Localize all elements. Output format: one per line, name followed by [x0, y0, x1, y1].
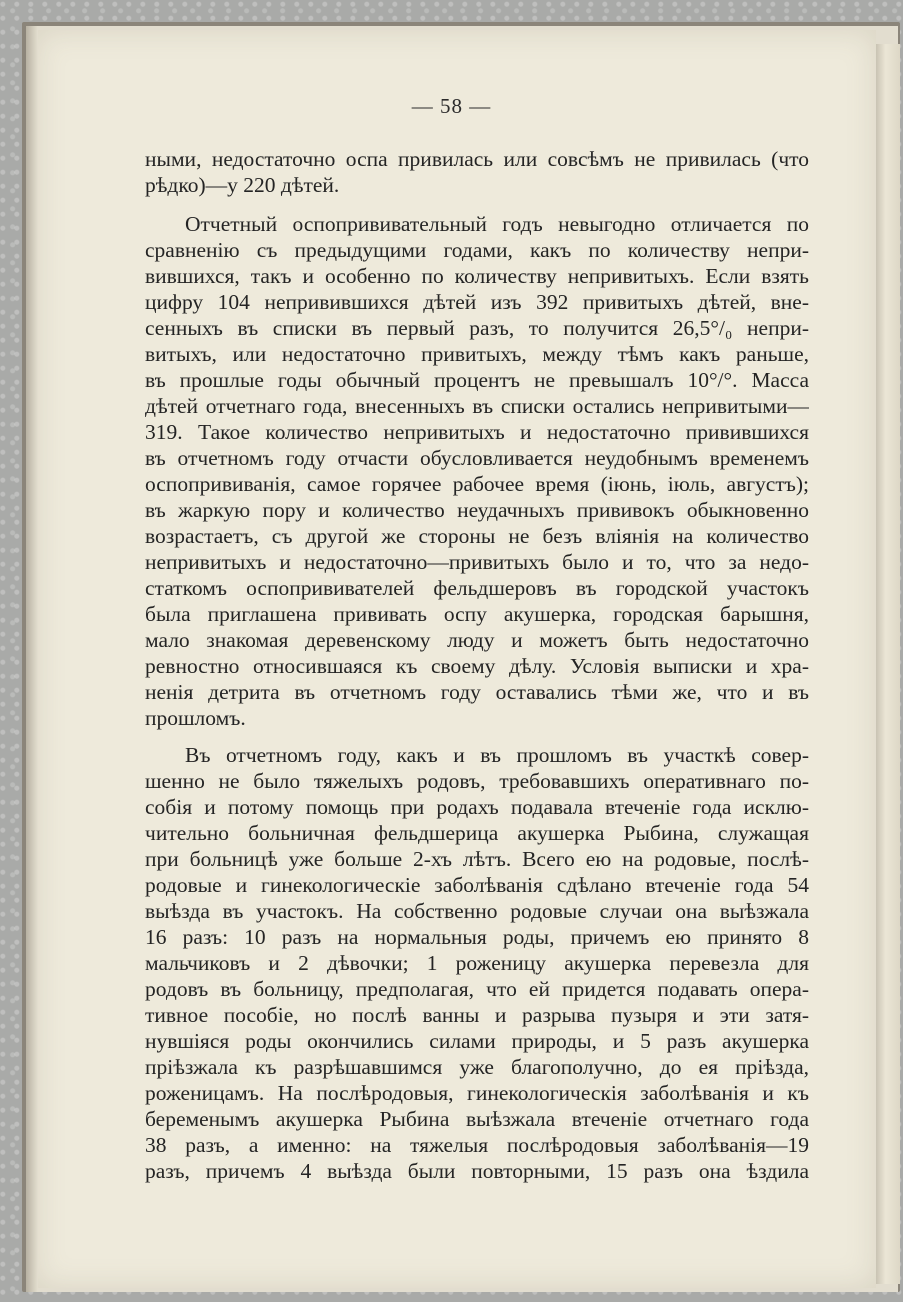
text-line: была приглашена прививать оспу акушерка, городская барышня, — [145, 602, 809, 626]
text-line: рѣдко)—у 220 дѣтей. — [145, 173, 340, 197]
text-line: вившихся, такъ и особенно по количеству непривитыхъ. Если взять — [145, 264, 809, 288]
text-line: мало знакомая деревенскому люду и можетъ быть недостаточно — [145, 628, 809, 652]
text-line: тивное пособіе, но послѣ ванны и разрыва пузыря и эти затя- — [145, 1003, 809, 1027]
text-line: пріѣзжала къ разрѣшавшимся уже благополучно, до ея пріѣзда, — [145, 1055, 809, 1079]
text-line: ревностно относившаяся къ своему дѣлу. Условія выписки и хра- — [145, 654, 809, 678]
text-line: собія и потому помощь при родахъ подавала втеченіе года исклю- — [145, 795, 809, 819]
text-line: Отчетный оспопрививательный годъ невыгодно отличается по — [185, 212, 809, 236]
text-line: витыхъ, или недостаточно привитыхъ, между тѣмъ какъ раньше, — [145, 342, 809, 366]
text-line: цифру 104 непривившихся дѣтей изъ 392 привитыхъ дѣтей, вне- — [145, 290, 809, 314]
text-line: сравненію съ предыдущими годами, какъ по количеству непри- — [145, 238, 809, 262]
text-line: Въ отчетномъ году, какъ и въ прошломъ въ участкѣ совер- — [185, 743, 809, 767]
text-line: нувшіяся роды окончились силами природы, и 5 разъ акушерка — [145, 1029, 809, 1053]
text-line: въ жаркую пору и количество неудачныхъ прививокъ обыкновенно — [145, 498, 809, 522]
text-line: роженицамъ. На послѣродовыя, гинекологическія заболѣванія и къ — [145, 1081, 809, 1105]
text-line: статкомъ оспопрививателей фельдшеровъ въ городской участокъ — [145, 576, 809, 600]
text-line: шенно не было тяжелыхъ родовъ, требовавшихъ оперативнаго по- — [145, 769, 809, 793]
text-line: ненія детрита въ отчетномъ году оставались тѣми же, что и въ — [145, 680, 809, 704]
text-line: выѣзда въ участокъ. На собственно родовые случаи она выѣзжала — [145, 899, 809, 923]
text-line: непривитыхъ и недостаточно—привитыхъ было и то, что за недо- — [145, 550, 809, 574]
text-line: 38 разъ, а именно: на тяжелыя послѣродовыя заболѣванія—19 — [145, 1133, 809, 1157]
page-spine — [26, 26, 38, 1292]
page-edge — [876, 44, 900, 1284]
text-line: беременымъ акушерка Рыбина выѣзжала втеченіе отчетнаго года — [145, 1107, 809, 1131]
text-line: родовые и гинекологическіе заболѣванія сдѣлано втеченіе года 54 — [145, 873, 809, 897]
text-line: разъ, причемъ 4 выѣзда были повторными, 15 разъ она ѣздила — [145, 1159, 809, 1183]
text-line: оспопрививанія, самое горячее рабочее время (іюнь, іюль, августъ); — [145, 472, 809, 496]
text-line: дѣтей отчетнаго года, внесенныхъ въ списки остались непривитыми— — [145, 394, 809, 418]
text-line: 319. Такое количество непривитыхъ и недостаточно привившихся — [145, 420, 809, 444]
text-line: при больницѣ уже больше 2-хъ лѣтъ. Всего ею на родовые, послѣ- — [145, 847, 809, 871]
text-line: сенныхъ въ списки въ первый разъ, то получится 26,5°/₀ непри- — [145, 316, 809, 340]
text-line: прошломъ. — [145, 706, 246, 730]
text-line: возрастаетъ, съ другой же стороны не безъ вліянія на количество — [145, 524, 809, 548]
page-number: — 58 — — [411, 94, 492, 118]
text-line: 16 разъ: 10 разъ на нормальныя роды, причемъ ею принято 8 — [145, 925, 809, 949]
text-line: въ прошлые годы обычный процентъ не превышалъ 10°/°. Масса — [145, 368, 809, 392]
text-line: родовъ въ больницу, предполагая, что ей придется подавать опера- — [145, 977, 809, 1001]
text-line: чительно больничная фельдшерица акушерка Рыбина, служащая — [145, 821, 809, 845]
text-line: ными, недостаточно оспа привилась или совсѣмъ не привилась (что — [145, 147, 809, 171]
text-line: въ отчетномъ году отчасти обусловливается неудобнымъ временемъ — [145, 446, 809, 470]
text-line: мальчиковъ и 2 дѣвочки; 1 роженицу акушерка перевезла для — [145, 951, 809, 975]
